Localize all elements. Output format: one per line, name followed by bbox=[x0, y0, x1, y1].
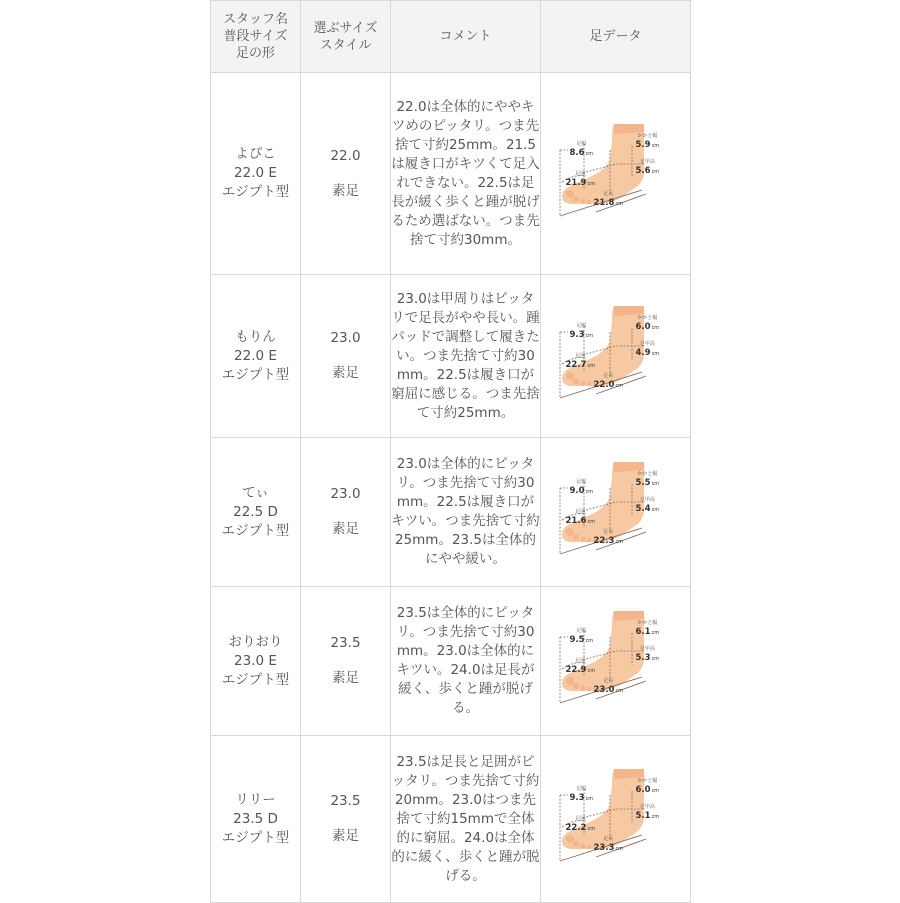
foot-girth-label: 足囲 bbox=[575, 353, 586, 359]
heel-width-value: 6.0 bbox=[635, 322, 651, 332]
foot-girth-label: 足囲 bbox=[575, 170, 586, 177]
header-footdata: 足データ bbox=[541, 1, 691, 73]
foot-width-value: 8.6 bbox=[569, 147, 585, 158]
cell-footdata bbox=[541, 73, 691, 275]
unit-label: cm bbox=[651, 814, 660, 820]
foot-width-label: 足幅 bbox=[576, 628, 587, 634]
foot-width-measure bbox=[570, 785, 594, 804]
foot-width-value: 9.3 bbox=[569, 330, 585, 340]
foot-length-label: 足長 bbox=[603, 373, 614, 379]
cell-staff bbox=[211, 275, 301, 438]
unit-label: cm bbox=[651, 325, 660, 331]
unit-label: cm bbox=[615, 688, 624, 694]
cell-staff bbox=[211, 73, 301, 275]
instep-height-value: 5.6 bbox=[635, 165, 651, 176]
foot-length-label: 足長 bbox=[603, 190, 614, 197]
instep-height-measure bbox=[636, 340, 660, 359]
cell-footdata bbox=[541, 736, 691, 903]
style-kind: 素足 bbox=[332, 828, 359, 844]
cell-staff bbox=[211, 438, 301, 587]
header-comment: コメント bbox=[391, 1, 541, 73]
instep-height-label: 足甲高 bbox=[639, 341, 655, 347]
foot-width-label: 足幅 bbox=[576, 323, 587, 329]
foot-width-value: 9.5 bbox=[569, 635, 585, 645]
instep-height-value: 5.1 bbox=[635, 811, 651, 821]
foot-data-figure bbox=[556, 302, 676, 410]
heel-width-value: 6.1 bbox=[635, 627, 651, 637]
foot-girth-value: 22.9 bbox=[565, 665, 587, 675]
unit-label: cm bbox=[651, 351, 660, 357]
cell-staff bbox=[211, 587, 301, 736]
cell-comment: 22.0は全体的にややキツめのピッタリ。つま先捨て寸約25mm。21.5は履き口がキツくて足入れできない。22.5は足長が緩く歩くと踵が脱げるため選ばない。つま先捨て寸約30mm。 bbox=[391, 73, 541, 275]
table-header-row bbox=[211, 1, 691, 73]
instep-height-measure bbox=[636, 803, 660, 822]
cell-footdata bbox=[541, 438, 691, 587]
foot-length-value: 23.0 bbox=[593, 685, 615, 695]
header-staff-shape: 足の形 bbox=[235, 46, 275, 61]
foot-width-label: 足幅 bbox=[576, 479, 587, 485]
unit-label: cm bbox=[651, 481, 660, 487]
table-row bbox=[211, 73, 691, 275]
header-staff-usual: 普段サイズ bbox=[223, 29, 288, 44]
cell-style bbox=[301, 438, 391, 587]
heel-width-label: かかと幅 bbox=[637, 315, 658, 321]
instep-height-label: 足甲高 bbox=[639, 646, 655, 652]
heel-width-value: 6.0 bbox=[635, 785, 651, 795]
foot-length-measure bbox=[594, 190, 624, 209]
foot-girth-value: 22.7 bbox=[565, 360, 587, 370]
foot-width-value: 9.3 bbox=[569, 793, 585, 803]
foot-length-value: 23.3 bbox=[593, 843, 615, 853]
staff-name: おりおり bbox=[228, 633, 283, 650]
foot-girth-measure bbox=[566, 508, 596, 527]
unit-label: cm bbox=[587, 519, 596, 525]
foot-width-value: 9.0 bbox=[569, 486, 585, 496]
staff-usual-size: 22.0 E bbox=[234, 347, 277, 364]
heel-width-value: 5.9 bbox=[635, 139, 651, 150]
heel-width-label: かかと幅 bbox=[637, 471, 658, 477]
unit-label: cm bbox=[615, 539, 624, 545]
foot-girth-label: 足囲 bbox=[575, 509, 586, 515]
header-staff bbox=[211, 1, 301, 73]
unit-label: cm bbox=[587, 826, 596, 832]
style-kind: 素足 bbox=[332, 670, 359, 686]
staff-name: よぴこ bbox=[235, 146, 276, 162]
foot-data-figure bbox=[556, 765, 676, 873]
unit-label: cm bbox=[587, 180, 596, 187]
cell-style bbox=[301, 73, 391, 275]
unit-label: cm bbox=[651, 630, 660, 636]
unit-label: cm bbox=[615, 846, 624, 852]
unit-label: cm bbox=[651, 656, 660, 662]
unit-label: cm bbox=[651, 168, 660, 175]
cell-comment: 23.0は全体的にピッタリ。つま先捨て寸約30mm。22.5は履き口がキツい。つま先捨て寸約25mm。23.5は全体的にやや緩い。 bbox=[391, 438, 541, 587]
cell-footdata bbox=[541, 275, 691, 438]
foot-length-value: 22.0 bbox=[593, 380, 615, 390]
heel-width-measure bbox=[636, 314, 660, 333]
heel-width-measure bbox=[636, 470, 660, 489]
style-kind: 素足 bbox=[332, 365, 359, 381]
foot-data-figure bbox=[556, 458, 676, 566]
foot-data-figure bbox=[556, 607, 676, 715]
instep-height-label: 足甲高 bbox=[639, 497, 655, 503]
cell-style bbox=[301, 736, 391, 903]
staff-name: もりん bbox=[235, 328, 276, 345]
staff-usual-size: 22.0 E bbox=[234, 165, 277, 181]
style-kind: 素足 bbox=[332, 521, 359, 537]
cell-comment: 23.0は甲周りはピッタリで足長がやや長い。踵パッドで調整して履きたい。つま先捨て寸約30mm。22.5は履き口が窮屈に感じる。つま先捨て寸約25mm。 bbox=[391, 275, 541, 438]
unit-label: cm bbox=[651, 788, 660, 794]
table-row bbox=[211, 587, 691, 736]
unit-label: cm bbox=[615, 200, 624, 207]
foot-girth-measure bbox=[566, 352, 596, 371]
foot-girth-label: 足囲 bbox=[575, 816, 586, 822]
foot-width-label: 足幅 bbox=[576, 140, 587, 147]
instep-height-measure bbox=[636, 496, 660, 515]
instep-height-measure bbox=[636, 158, 660, 177]
staff-usual-size: 23.5 D bbox=[233, 810, 278, 827]
unit-label: cm bbox=[587, 668, 596, 674]
chosen-size: 22.0 bbox=[330, 147, 361, 164]
unit-label: cm bbox=[585, 638, 594, 644]
unit-label: cm bbox=[651, 142, 660, 149]
staff-foot-shape: エジプト型 bbox=[221, 522, 290, 539]
table-row bbox=[211, 438, 691, 587]
instep-height-label: 足甲高 bbox=[639, 158, 655, 165]
unit-label: cm bbox=[585, 796, 594, 802]
staff-foot-shape: エジプト型 bbox=[221, 671, 290, 688]
style-kind: 素足 bbox=[332, 182, 359, 199]
heel-width-measure bbox=[636, 132, 660, 151]
header-staff-name: スタッフ名 bbox=[222, 12, 288, 27]
heel-width-label: かかと幅 bbox=[637, 132, 658, 139]
staff-foot-shape: エジプト型 bbox=[221, 829, 290, 846]
instep-height-value: 5.3 bbox=[635, 653, 651, 663]
instep-height-measure bbox=[636, 645, 660, 664]
foot-girth-value: 21.6 bbox=[565, 516, 587, 526]
staff-name: リリー bbox=[235, 791, 276, 808]
foot-width-measure bbox=[570, 322, 594, 341]
foot-length-value: 21.8 bbox=[593, 197, 615, 208]
foot-length-measure bbox=[594, 372, 624, 391]
chosen-size: 23.0 bbox=[330, 330, 361, 346]
staff-foot-shape: エジプト型 bbox=[221, 366, 290, 383]
foot-width-label: 足幅 bbox=[576, 786, 587, 792]
staff-size-table bbox=[210, 0, 691, 903]
foot-girth-measure bbox=[566, 170, 596, 189]
staff-usual-size: 22.5 D bbox=[233, 503, 278, 520]
foot-length-value: 22.3 bbox=[593, 536, 615, 546]
foot-girth-value: 21.9 bbox=[565, 177, 587, 188]
cell-footdata bbox=[541, 587, 691, 736]
foot-length-label: 足長 bbox=[603, 529, 614, 535]
unit-label: cm bbox=[587, 363, 596, 369]
cell-staff bbox=[211, 736, 301, 903]
staff-usual-size: 23.0 E bbox=[234, 652, 277, 669]
heel-width-label: かかと幅 bbox=[637, 620, 658, 626]
foot-length-measure bbox=[594, 677, 624, 696]
table-row bbox=[211, 736, 691, 903]
cell-comment: 23.5は足長と足囲がピッタリ。つま先捨て寸約20mm。23.0はつま先捨て寸約15mmで全体的に窮屈。24.0は全体的に緩く、歩くと踵が脱げる。 bbox=[391, 736, 541, 903]
heel-width-label: かかと幅 bbox=[637, 778, 658, 784]
cell-style bbox=[301, 587, 391, 736]
foot-girth-label: 足囲 bbox=[575, 658, 586, 664]
header-style-size: 選ぶサイズ bbox=[313, 20, 378, 36]
unit-label: cm bbox=[615, 383, 624, 389]
foot-width-measure bbox=[570, 140, 594, 159]
header-style bbox=[301, 1, 391, 73]
unit-label: cm bbox=[651, 507, 660, 513]
foot-girth-measure bbox=[566, 815, 596, 834]
chosen-size: 23.5 bbox=[330, 793, 361, 809]
heel-width-value: 5.5 bbox=[635, 478, 651, 488]
heel-width-measure bbox=[636, 619, 660, 638]
foot-width-measure bbox=[570, 627, 594, 646]
chosen-size: 23.0 bbox=[330, 486, 361, 502]
staff-foot-shape: エジプト型 bbox=[221, 184, 290, 200]
foot-girth-measure bbox=[566, 657, 596, 676]
instep-height-value: 5.4 bbox=[635, 504, 651, 514]
instep-height-label: 足甲高 bbox=[639, 804, 655, 810]
unit-label: cm bbox=[585, 489, 594, 495]
staff-name: てぃ bbox=[242, 484, 269, 501]
chosen-size: 23.5 bbox=[330, 635, 361, 651]
unit-label: cm bbox=[585, 333, 594, 339]
unit-label: cm bbox=[585, 150, 594, 157]
foot-length-label: 足長 bbox=[603, 678, 614, 684]
heel-width-measure bbox=[636, 777, 660, 796]
foot-girth-value: 22.2 bbox=[565, 823, 587, 833]
cell-comment: 23.5は全体的にピッタリ。つま先捨て寸約30mm。23.0は全体的にキツい。24.0は足長が緩く、歩くと踵が脱げる。 bbox=[391, 587, 541, 736]
foot-data-figure bbox=[556, 120, 676, 228]
foot-length-measure bbox=[594, 528, 624, 547]
foot-length-label: 足長 bbox=[603, 836, 614, 842]
header-style-kind: スタイル bbox=[319, 37, 372, 53]
cell-style bbox=[301, 275, 391, 438]
foot-length-measure bbox=[594, 835, 624, 854]
foot-width-measure bbox=[570, 478, 594, 497]
table-row bbox=[211, 275, 691, 438]
instep-height-value: 4.9 bbox=[635, 348, 651, 358]
